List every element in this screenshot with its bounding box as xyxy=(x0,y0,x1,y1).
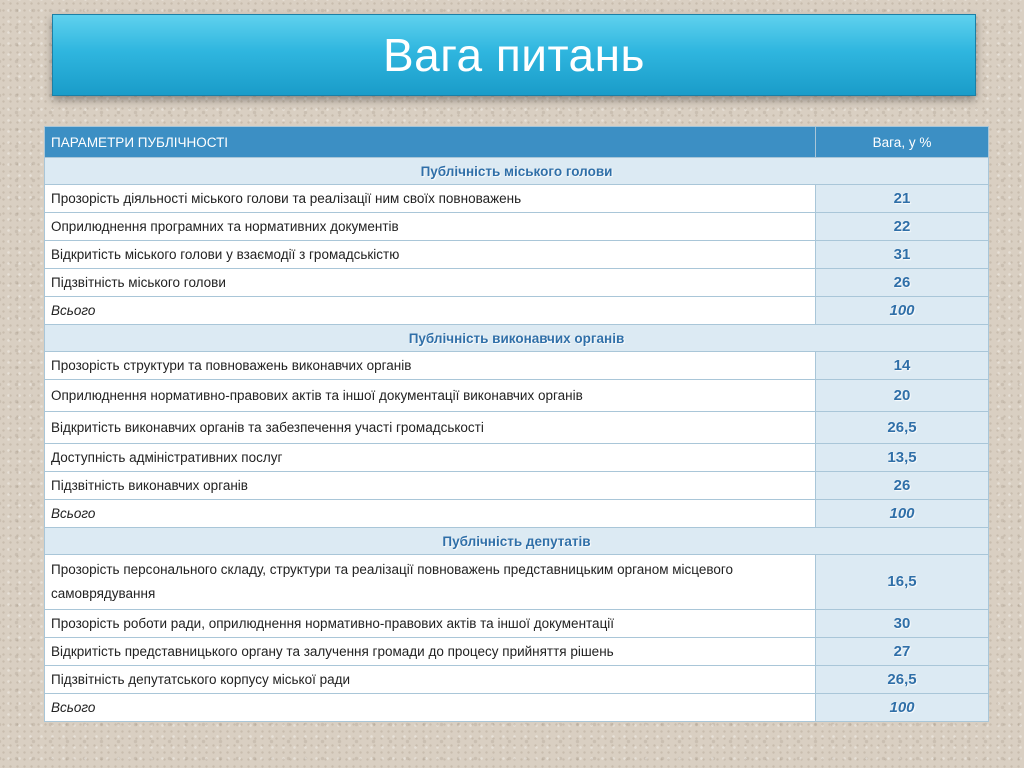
table-row xyxy=(45,241,989,269)
row-label: Підзвітність депутатського корпусу міської ради xyxy=(45,666,816,694)
page-title: Вага питань xyxy=(382,29,645,81)
row-label: Відкритість міського голови у взаємодії з громадськістю xyxy=(45,241,816,269)
row-value: 27 xyxy=(816,638,989,666)
row-value: 31 xyxy=(816,241,989,269)
row-value: 13,5 xyxy=(816,444,989,472)
table-row xyxy=(45,213,989,241)
row-label: Прозорість діяльності міського голови та реалізації ним своїх повноважень xyxy=(45,185,816,213)
row-label: Оприлюднення нормативно-правових актів та іншої документації виконавчих органів xyxy=(45,380,816,412)
section-header xyxy=(45,528,989,555)
row-value: 26,5 xyxy=(816,666,989,694)
table-row xyxy=(45,610,989,638)
row-label: Прозорість персонального складу, структури та реалізації повноважень представницьким органом місцевого самоврядування xyxy=(45,555,816,610)
table-row xyxy=(45,555,989,610)
table-row xyxy=(45,185,989,213)
section-title: Публічність міського голови xyxy=(45,158,989,185)
total-row xyxy=(45,500,989,528)
total-label: Всього xyxy=(45,297,816,325)
table-row xyxy=(45,444,989,472)
section-header xyxy=(45,325,989,352)
row-value: 22 xyxy=(816,213,989,241)
row-label: Підзвітність виконавчих органів xyxy=(45,472,816,500)
total-label: Всього xyxy=(45,694,816,722)
table-header-row xyxy=(45,127,989,158)
total-row xyxy=(45,297,989,325)
header-param: ПАРАМЕТРИ ПУБЛІЧНОСТІ xyxy=(45,127,816,158)
row-label: Доступність адміністративних послуг xyxy=(45,444,816,472)
row-label: Прозорість структури та повноважень виконавчих органів xyxy=(45,352,816,380)
row-value: 26,5 xyxy=(816,412,989,444)
table-row xyxy=(45,638,989,666)
table-row xyxy=(45,380,989,412)
row-label: Відкритість представницького органу та залучення громади до процесу прийняття рішень xyxy=(45,638,816,666)
title-banner xyxy=(52,14,976,96)
section-title: Публічність виконавчих органів xyxy=(45,325,989,352)
row-value: 14 xyxy=(816,352,989,380)
row-value: 26 xyxy=(816,269,989,297)
row-label: Відкритість виконавчих органів та забезпечення участі громадськості xyxy=(45,412,816,444)
section-header xyxy=(45,158,989,185)
table-row xyxy=(45,666,989,694)
row-label: Оприлюднення програмних та нормативних документів xyxy=(45,213,816,241)
total-value: 100 xyxy=(816,297,989,325)
total-value: 100 xyxy=(816,500,989,528)
table-row xyxy=(45,472,989,500)
row-label: Прозорість роботи ради, оприлюднення нормативно-правових актів та іншої документації xyxy=(45,610,816,638)
row-value: 21 xyxy=(816,185,989,213)
row-label: Підзвітність міського голови xyxy=(45,269,816,297)
row-value: 30 xyxy=(816,610,989,638)
table-row xyxy=(45,352,989,380)
total-row xyxy=(45,694,989,722)
row-value: 16,5 xyxy=(816,555,989,610)
header-weight: Вага, у % xyxy=(816,127,989,158)
total-value: 100 xyxy=(816,694,989,722)
total-label: Всього xyxy=(45,500,816,528)
row-value: 20 xyxy=(816,380,989,412)
row-value: 26 xyxy=(816,472,989,500)
table-row xyxy=(45,269,989,297)
table-row xyxy=(45,412,989,444)
weights-table xyxy=(44,126,989,722)
section-title: Публічність депутатів xyxy=(45,528,989,555)
